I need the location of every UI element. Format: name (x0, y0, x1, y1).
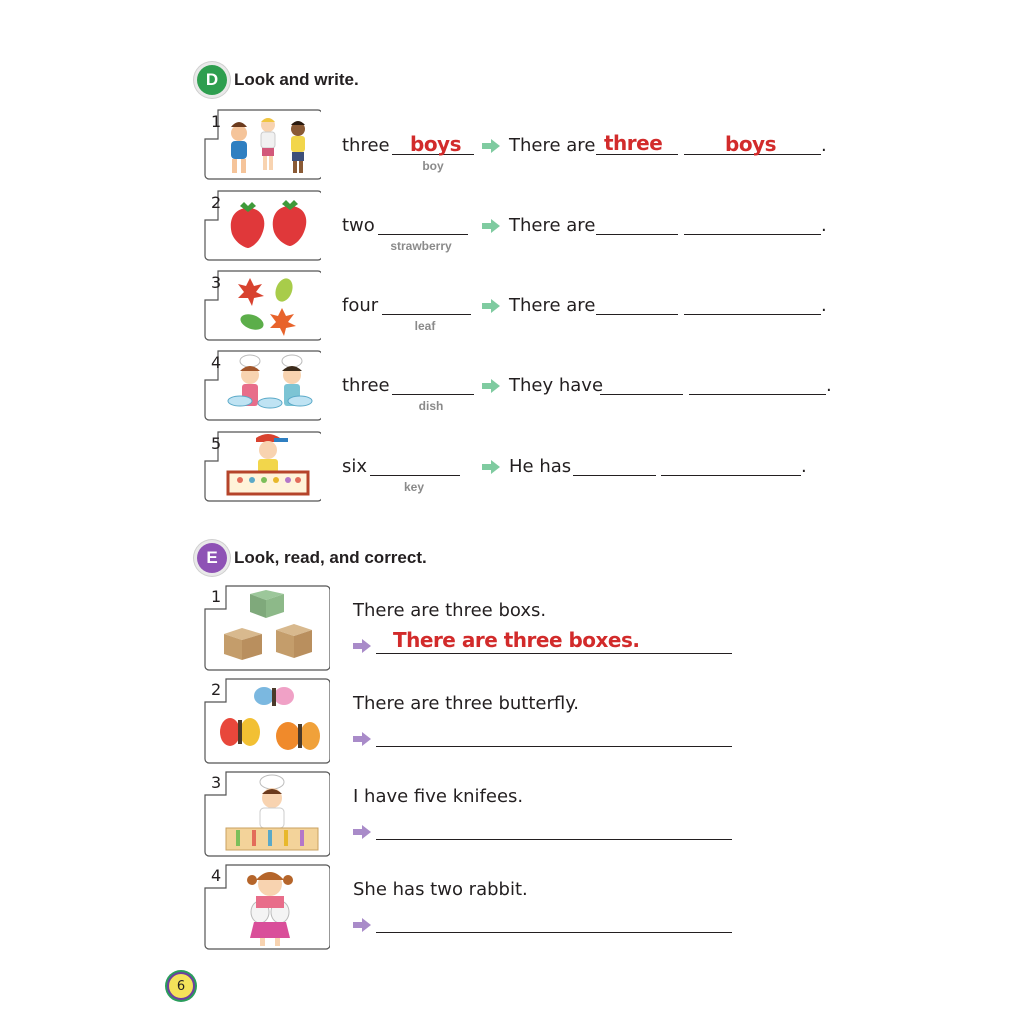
sentence-start: There are (509, 295, 596, 316)
noun-blank[interactable] (378, 234, 468, 235)
noun-hint: boy (422, 159, 444, 173)
boxes-illustration (218, 588, 318, 664)
item-number: 4 (211, 866, 222, 885)
sentence-end: . (821, 215, 827, 236)
count-word: two (342, 215, 375, 236)
item-number: 5 (211, 434, 222, 453)
item-number: 2 (211, 193, 222, 212)
sentence-start: They have (509, 375, 604, 396)
item-number: 1 (211, 112, 222, 131)
count-word: three (342, 135, 390, 156)
item-number: 1 (211, 587, 222, 606)
handwritten-answer: boys (410, 132, 461, 156)
noun-blank[interactable] (392, 394, 474, 395)
incorrect-sentence: There are three boxs. (353, 600, 547, 621)
arrow-icon (482, 139, 500, 153)
arrow-icon (353, 639, 371, 653)
arrow-icon (353, 732, 371, 746)
sentence-end: . (801, 456, 807, 477)
section-e-title: Look, read, and correct. (234, 548, 427, 567)
handwritten-answer: three (604, 131, 663, 155)
section-d-badge: D (197, 65, 227, 95)
arrow-icon (482, 379, 500, 393)
arrow-icon (353, 825, 371, 839)
arrow-icon (353, 918, 371, 932)
item-number: 3 (211, 773, 222, 792)
handwritten-answer: boys (725, 132, 776, 156)
correction-blank[interactable] (376, 932, 732, 933)
correction-blank[interactable] (376, 653, 732, 654)
arrow-icon (482, 299, 500, 313)
incorrect-sentence: She has two rabbit. (353, 879, 528, 900)
section-d-title: Look and write. (234, 70, 359, 89)
boy-with-keys-illustration (226, 432, 310, 498)
count-word: three (342, 375, 390, 396)
incorrect-sentence: I have five knifees. (353, 786, 524, 807)
noun-blank[interactable] (370, 475, 460, 476)
noun-blank[interactable] (382, 314, 471, 315)
item-number: 2 (211, 680, 222, 699)
girl-with-rabbits-illustration (238, 866, 302, 948)
count-word: four (342, 295, 379, 316)
leaves-illustration (236, 276, 302, 338)
incorrect-sentence: There are three butterfly. (353, 693, 580, 714)
strawberries-illustration (228, 200, 312, 250)
page-number: 6 (167, 972, 195, 1000)
count-answer-blank[interactable] (596, 314, 678, 315)
boys-illustration (224, 113, 312, 177)
sentence-end: . (826, 375, 832, 396)
noun-hint: strawberry (390, 239, 452, 253)
noun-hint: dish (418, 399, 444, 413)
section-e-badge: E (197, 543, 227, 573)
noun-answer-blank[interactable] (684, 314, 821, 315)
noun-hint: leaf (414, 319, 436, 333)
noun-answer-blank[interactable] (661, 475, 801, 476)
arrow-icon (482, 219, 500, 233)
count-answer-blank[interactable] (596, 234, 678, 235)
sentence-start: He has (509, 456, 572, 477)
count-answer-blank[interactable] (573, 475, 656, 476)
noun-answer-blank[interactable] (684, 234, 821, 235)
sentence-end: . (821, 135, 827, 156)
item-number: 4 (211, 353, 222, 372)
chefs-with-dishes-illustration (226, 353, 316, 419)
correction-blank[interactable] (376, 746, 732, 747)
butterflies-illustration (218, 682, 322, 760)
chef-with-knives-illustration (222, 774, 322, 854)
item-number: 3 (211, 273, 222, 292)
noun-hint: key (403, 480, 425, 494)
sentence-end: . (821, 295, 827, 316)
noun-answer-blank[interactable] (689, 394, 826, 395)
correction-blank[interactable] (376, 839, 732, 840)
arrow-icon (482, 460, 500, 474)
count-word: six (342, 456, 368, 477)
count-answer-blank[interactable] (600, 394, 683, 395)
sentence-start: There are (509, 215, 596, 236)
handwritten-answer: There are three boxes. (393, 628, 640, 652)
sentence-start: There are (509, 135, 596, 156)
